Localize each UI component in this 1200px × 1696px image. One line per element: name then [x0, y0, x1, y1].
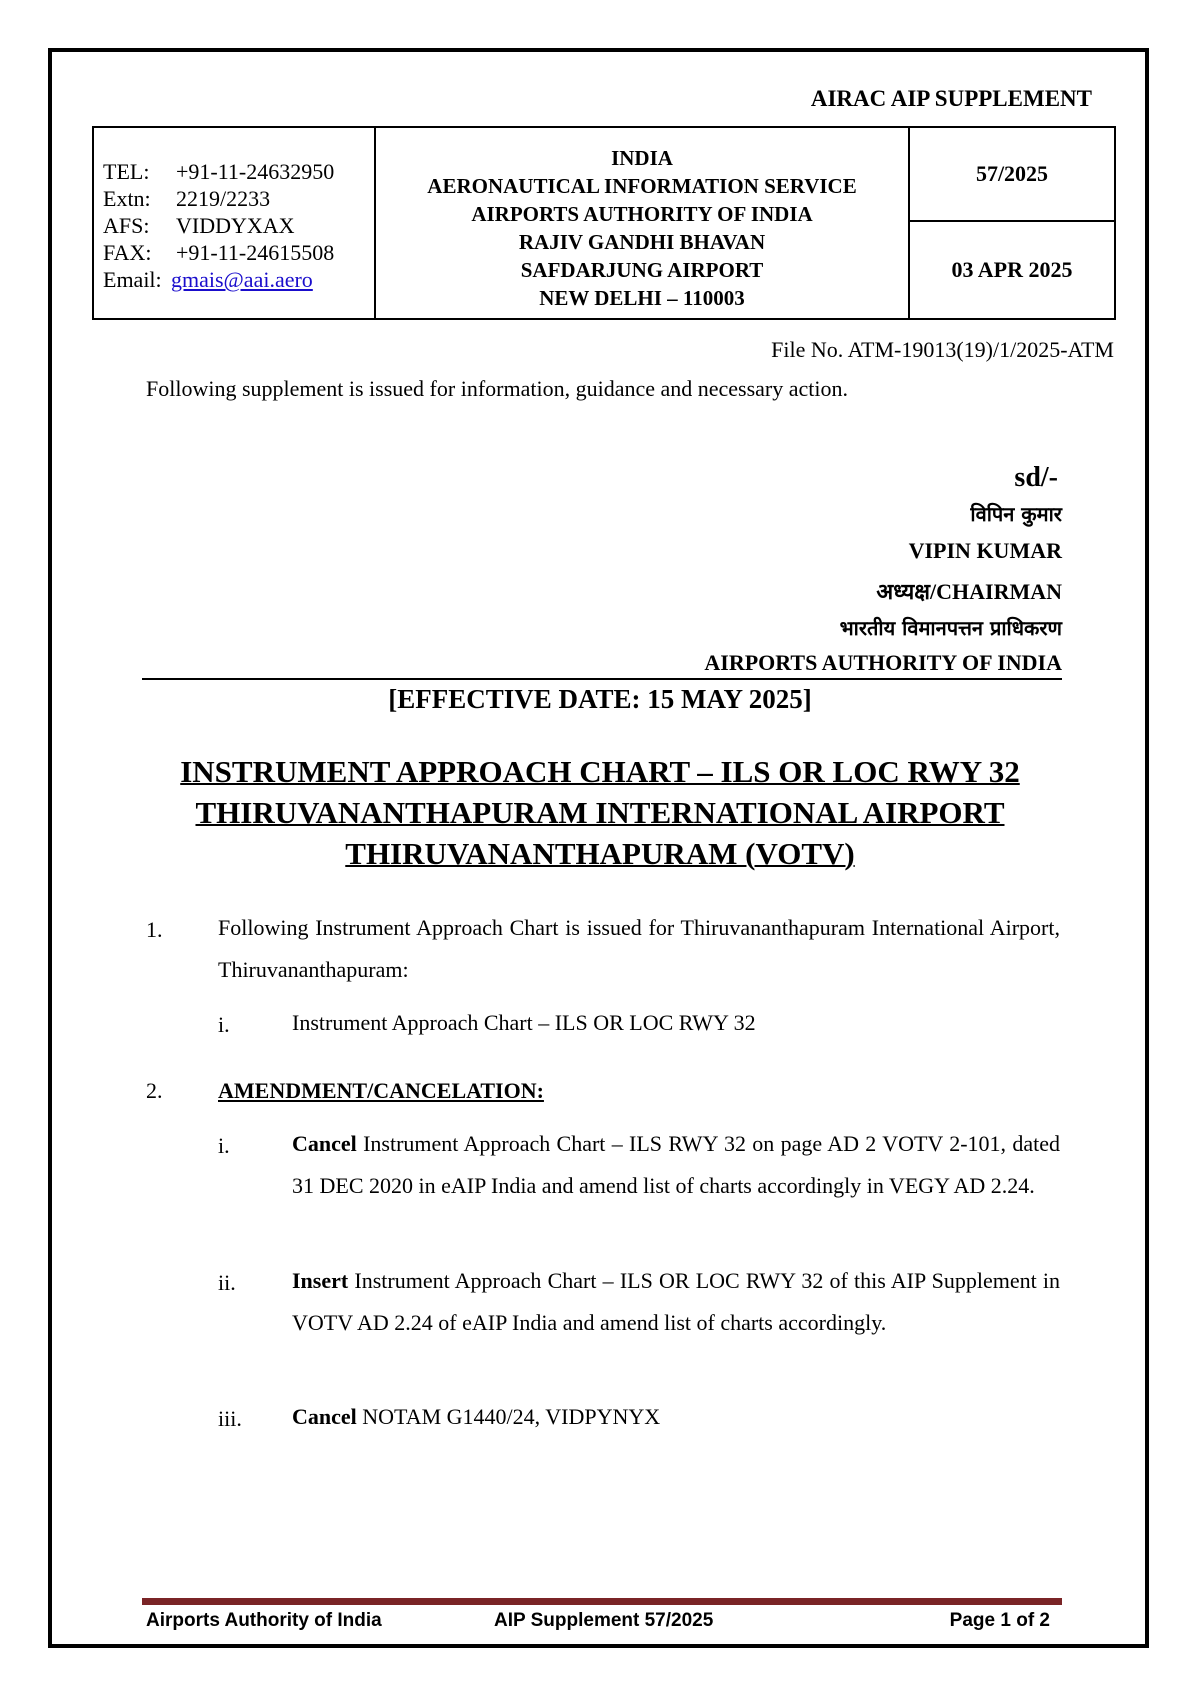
title-line-1: INSTRUMENT APPROACH CHART – ILS OR LOC RWY 32: [180, 754, 1020, 789]
title-line-3: THIRUVANANTHAPURAM (VOTV): [345, 836, 855, 871]
signatory-org: AIRPORTS AUTHORITY OF INDIA: [704, 650, 1062, 675]
divider: [142, 678, 1062, 680]
supplement-date: 03 APR 2025: [951, 257, 1073, 282]
email-link[interactable]: gmais@aai.aero: [171, 267, 313, 292]
extn-value: 2219/2233: [176, 186, 271, 211]
intro-text: Following supplement is issued for information, guidance and necessary action.: [146, 376, 849, 401]
footer-bar: [142, 1598, 1062, 1605]
section-1-number: 1.: [146, 917, 163, 942]
section-1-text: Following Instrument Approach Chart is issued for Thiruvananthapuram International Airport, Thiruvananthapuram:: [218, 915, 1060, 982]
signatory-org-hindi: भारतीय विमानपत्तन प्राधिकरण: [839, 616, 1062, 640]
title-line-2: THIRUVANANTHAPURAM INTERNATIONAL AIRPORT: [195, 795, 1005, 830]
footer-left: Airports Authority of India: [146, 1610, 382, 1631]
signature-sd: sd/-: [1014, 462, 1058, 493]
section-2-number: 2.: [146, 1078, 163, 1103]
section-2-item-1-num: i.: [218, 1133, 230, 1158]
section-2-item-3-num: iii.: [218, 1406, 242, 1431]
signatory-name-hindi: विपिन कुमार: [970, 502, 1062, 526]
signatory-title: अध्यक्ष/CHAIRMAN: [876, 579, 1062, 604]
fax-row: FAX: +91-11-24615508: [103, 240, 335, 265]
section-2-item-2-num: ii.: [218, 1270, 236, 1295]
section-1-item-text: Instrument Approach Chart – ILS OR LOC RWY 32: [292, 1010, 756, 1035]
supplement-label: AIRAC AIP SUPPLEMENT: [810, 86, 1092, 111]
contact-block: [94, 128, 376, 318]
supplement-number: 57/2025: [910, 128, 1114, 222]
footer-page-number: Page 1 of 2: [949, 1610, 1050, 1631]
effective-date: [EFFECTIVE DATE: 15 MAY 2025]: [388, 684, 812, 714]
supplement-info: [910, 128, 1114, 318]
extn-row: Extn: 2219/2233: [103, 186, 271, 211]
file-number: File No. ATM-19013(19)/1/2025-ATM: [771, 337, 1114, 362]
footer-center: AIP Supplement 57/2025: [494, 1610, 714, 1631]
tel-value: +91-11-24632950: [176, 159, 335, 184]
signatory-name: VIPIN KUMAR: [908, 538, 1062, 563]
section-2-item-3: Cancel NOTAM G1440/24, VIDPYNYX: [292, 1404, 661, 1429]
fax-value: +91-11-24615508: [176, 240, 335, 265]
section-2-item-1: Cancel Instrument Approach Chart – ILS RWY 32 on page AD 2 VOTV 2-101, dated 31 DEC 2020 in eAIP India and amend list of charts accordingly in VEGY AD 2.24.: [292, 1131, 1060, 1198]
afs-value: VIDDYXAX: [176, 213, 295, 238]
header-table: [92, 126, 1116, 320]
section-1-item-num: i.: [218, 1012, 230, 1037]
organization-block: INDIA AERONAUTICAL INFORMATION SERVICE AIRPORTS AUTHORITY OF INDIA RAJIV GANDHI BHAVAN SAFDARJUNG AIRPORT NEW DELHI – 110003: [376, 128, 910, 318]
section-2-heading: AMENDMENT/CANCELATION:: [218, 1078, 544, 1103]
email-row: Email: gmais@aai.aero: [103, 267, 313, 292]
tel-row: TEL: +91-11-24632950: [103, 159, 335, 184]
section-2-item-2: Insert Instrument Approach Chart – ILS OR LOC RWY 32 of this AIP Supplement in VOTV AD 2.24 of eAIP India and amend list of charts accordingly.: [292, 1268, 1060, 1335]
document-title: [0, 751, 1200, 874]
afs-row: AFS: VIDDYXAX: [103, 213, 295, 238]
